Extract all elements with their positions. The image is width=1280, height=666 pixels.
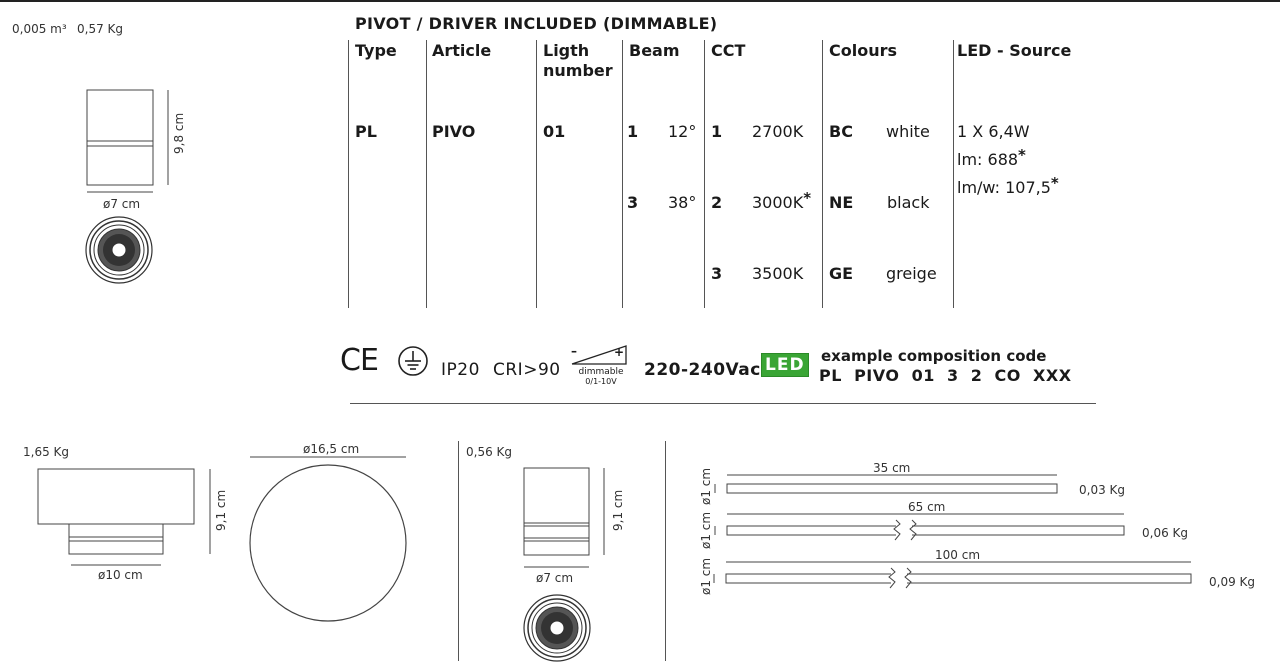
small-height: 9,1 cm <box>611 489 625 531</box>
cct-value <box>752 189 812 212</box>
track-weight: 0,06 Kg <box>1142 526 1189 540</box>
pivot-front-view <box>84 215 154 285</box>
asterisk-marker: * <box>1050 174 1059 192</box>
ce-mark: CE <box>340 343 378 378</box>
colour-name: greige <box>886 264 937 283</box>
volume-label: 0,005 m³ <box>12 22 67 36</box>
cct-value: 3500K <box>752 264 804 283</box>
col-header-led-source: LED - Source <box>957 41 1072 60</box>
led-efficacy-text: lm/w: 107,5 <box>957 178 1051 197</box>
section-divider <box>350 403 1096 404</box>
ceiling-top-diameter: ø16,5 cm <box>303 442 360 456</box>
weight-label: 0,57 Kg <box>77 22 124 36</box>
track-65-drawing <box>700 509 1140 549</box>
ceiling-base-diameter: ø10 cm <box>98 568 143 582</box>
height-label: 9,8 cm <box>172 112 186 154</box>
small-front-view <box>522 593 592 663</box>
ceiling-weight: 1,65 Kg <box>23 445 70 459</box>
col-divider <box>348 40 349 308</box>
asterisk-marker: * <box>1018 146 1026 164</box>
track-100-drawing <box>700 558 1200 598</box>
ip-rating: IP20 <box>441 360 480 380</box>
ceiling-top-view <box>248 455 410 625</box>
earth-ground-icon <box>397 345 429 377</box>
cct-value: 2700K <box>752 122 804 141</box>
track-diameter: ø1 cm <box>699 511 713 549</box>
col-divider <box>704 40 705 308</box>
track-weight: 0,09 Kg <box>1209 575 1256 589</box>
led-efficacy <box>957 174 1059 197</box>
track-length: 65 cm <box>908 500 946 514</box>
composition-label: example composition code <box>821 347 1047 365</box>
col-header-cct: CCT <box>711 41 746 60</box>
led-power: 1 X 6,4W <box>957 122 1030 141</box>
led-lumen <box>957 146 1026 169</box>
top-rule <box>0 0 1280 2</box>
beam-angle: 38° <box>668 193 697 212</box>
colour-name: white <box>886 122 930 141</box>
track-diameter: ø1 cm <box>699 557 713 595</box>
colour-code: NE <box>829 193 854 212</box>
col-divider <box>953 40 954 308</box>
dimmable-label: dimmable <box>578 367 624 377</box>
col-divider <box>622 40 623 308</box>
diameter-label: ø7 cm <box>103 197 141 211</box>
cri-rating: CRI>90 <box>493 360 561 380</box>
col-divider <box>822 40 823 308</box>
article-value: PIVO <box>432 122 476 141</box>
col-header-colours: Colours <box>829 41 898 60</box>
cct-code: 2 <box>711 193 723 212</box>
col-header-beam: Beam <box>629 41 680 60</box>
dimmable-minus: – <box>571 344 577 358</box>
ceiling-side-view <box>30 460 240 580</box>
type-value: PL <box>355 122 377 141</box>
cct-code: 3 <box>711 264 723 283</box>
small-weight: 0,56 Kg <box>466 445 513 459</box>
beam-angle: 12° <box>668 122 697 141</box>
track-length: 35 cm <box>873 461 911 475</box>
cct-code: 1 <box>711 122 723 141</box>
light-number-value: 01 <box>543 122 566 141</box>
cct-value-text: 3000K <box>752 193 804 212</box>
beam-code: 3 <box>627 193 639 212</box>
beam-code: 1 <box>627 122 639 141</box>
colour-name: black <box>887 193 930 212</box>
col-header-light-number: Ligth number <box>543 41 613 80</box>
table-title: PIVOT / DRIVER INCLUDED (DIMMABLE) <box>355 14 718 33</box>
section-divider <box>665 441 666 661</box>
ceiling-height: 9,1 cm <box>214 489 228 531</box>
small-diameter: ø7 cm <box>536 571 574 585</box>
track-length: 100 cm <box>935 548 981 562</box>
dimmable-plus: + <box>614 345 625 359</box>
colour-code: BC <box>829 122 853 141</box>
colour-code: GE <box>829 264 854 283</box>
voltage-label: 220-240Vac <box>644 360 761 380</box>
col-header-article: Article <box>432 41 492 60</box>
col-divider <box>426 40 427 308</box>
led-badge: LED <box>761 353 809 377</box>
track-35-drawing <box>700 470 1070 500</box>
track-weight: 0,03 Kg <box>1079 483 1126 497</box>
led-lumen-text: lm: 688 <box>957 150 1019 169</box>
col-header-type: Type <box>355 41 397 60</box>
section-divider <box>458 441 459 661</box>
col-divider <box>536 40 537 308</box>
dimmable-range: 0/1-10V <box>585 377 617 386</box>
asterisk-marker: * <box>803 189 812 207</box>
composition-code: PL PIVO 01 3 2 CO XXX <box>819 366 1072 385</box>
track-diameter: ø1 cm <box>699 467 713 505</box>
